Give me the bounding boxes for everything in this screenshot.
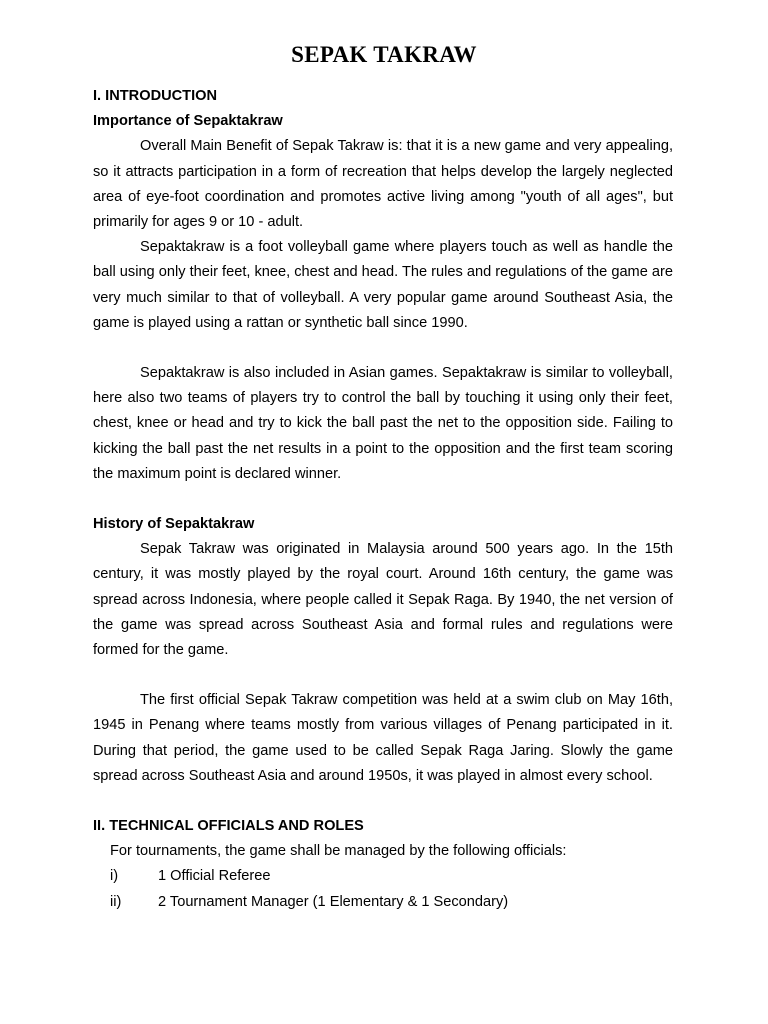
list-intro: For tournaments, the game shall be managed by the following officials: xyxy=(110,843,567,860)
document-body xyxy=(93,84,673,915)
list-item-number: ii) xyxy=(110,893,122,910)
subheading-history: History of Sepaktakraw xyxy=(93,516,255,533)
list-item xyxy=(93,864,673,889)
paragraph: The first official Sepak Takraw competition was held at a swim club on May 16th, 1945 in Penang where teams mostly from various villages of Penang participated in it. During that period, the game used to be called Sepak Raga Jaring. Slowly the game spread across Southeast Asia and around 1950s, it was played in almost every school. xyxy=(93,692,673,784)
paragraph-spacer xyxy=(93,663,673,688)
paragraph-spacer xyxy=(93,789,673,814)
paragraph: Sepaktakraw is a foot volleyball game where players touch as well as handle the ball using only their feet, knee, chest and head. The rules and regulations of the game are very much similar to that of volleyball. A very popular game around Southeast Asia, the game is played using a rattan or synthetic ball since 1990. xyxy=(93,239,673,331)
list-item-text: 2 Tournament Manager (1 Elementary & 1 Secondary) xyxy=(158,893,509,910)
subheading-importance: Importance of Sepaktakraw xyxy=(93,113,283,130)
paragraph-spacer xyxy=(93,336,673,361)
section-heading-introduction: I. INTRODUCTION xyxy=(93,88,218,104)
list-item xyxy=(93,890,673,915)
section-heading-technical-officials: II. TECHNICAL OFFICIALS AND ROLES xyxy=(93,818,364,835)
paragraph: Overall Main Benefit of Sepak Takraw is: that it is a new game and very appealing, so it attracts participation in a form of recreation that helps develop the largely neglected area of eye-foot coordination and promotes active living among "youth of all ages", but primarily for ages 9 or 10 - adult. xyxy=(93,138,673,231)
paragraph: Sepaktakraw is also included in Asian games. Sepaktakraw is similar to volleyball, here also two teams of players try to control the ball by touching it using only their feet, chest, knee or head and try to kick the ball past the net to the opposition side. Failing to kicking the ball past the net results in a point to the opposition and the first team scoring the maximum point is declared winner. xyxy=(93,365,673,482)
document-title: SEPAK TAKRAW xyxy=(291,42,477,67)
paragraph-spacer xyxy=(93,487,673,512)
list-item-text: 1 Official Referee xyxy=(158,868,271,885)
paragraph: Sepak Takraw was originated in Malaysia around 500 years ago. In the 15th century, it was mostly played by the royal court. Around 16th century, the game was spread across Indonesia, where people called it Sepak Raga. By 1940, the net version of the game was spread across Southeast Asia and formal rules and regulations were formed for the game. xyxy=(93,541,673,659)
list-item-number: i) xyxy=(110,868,119,885)
